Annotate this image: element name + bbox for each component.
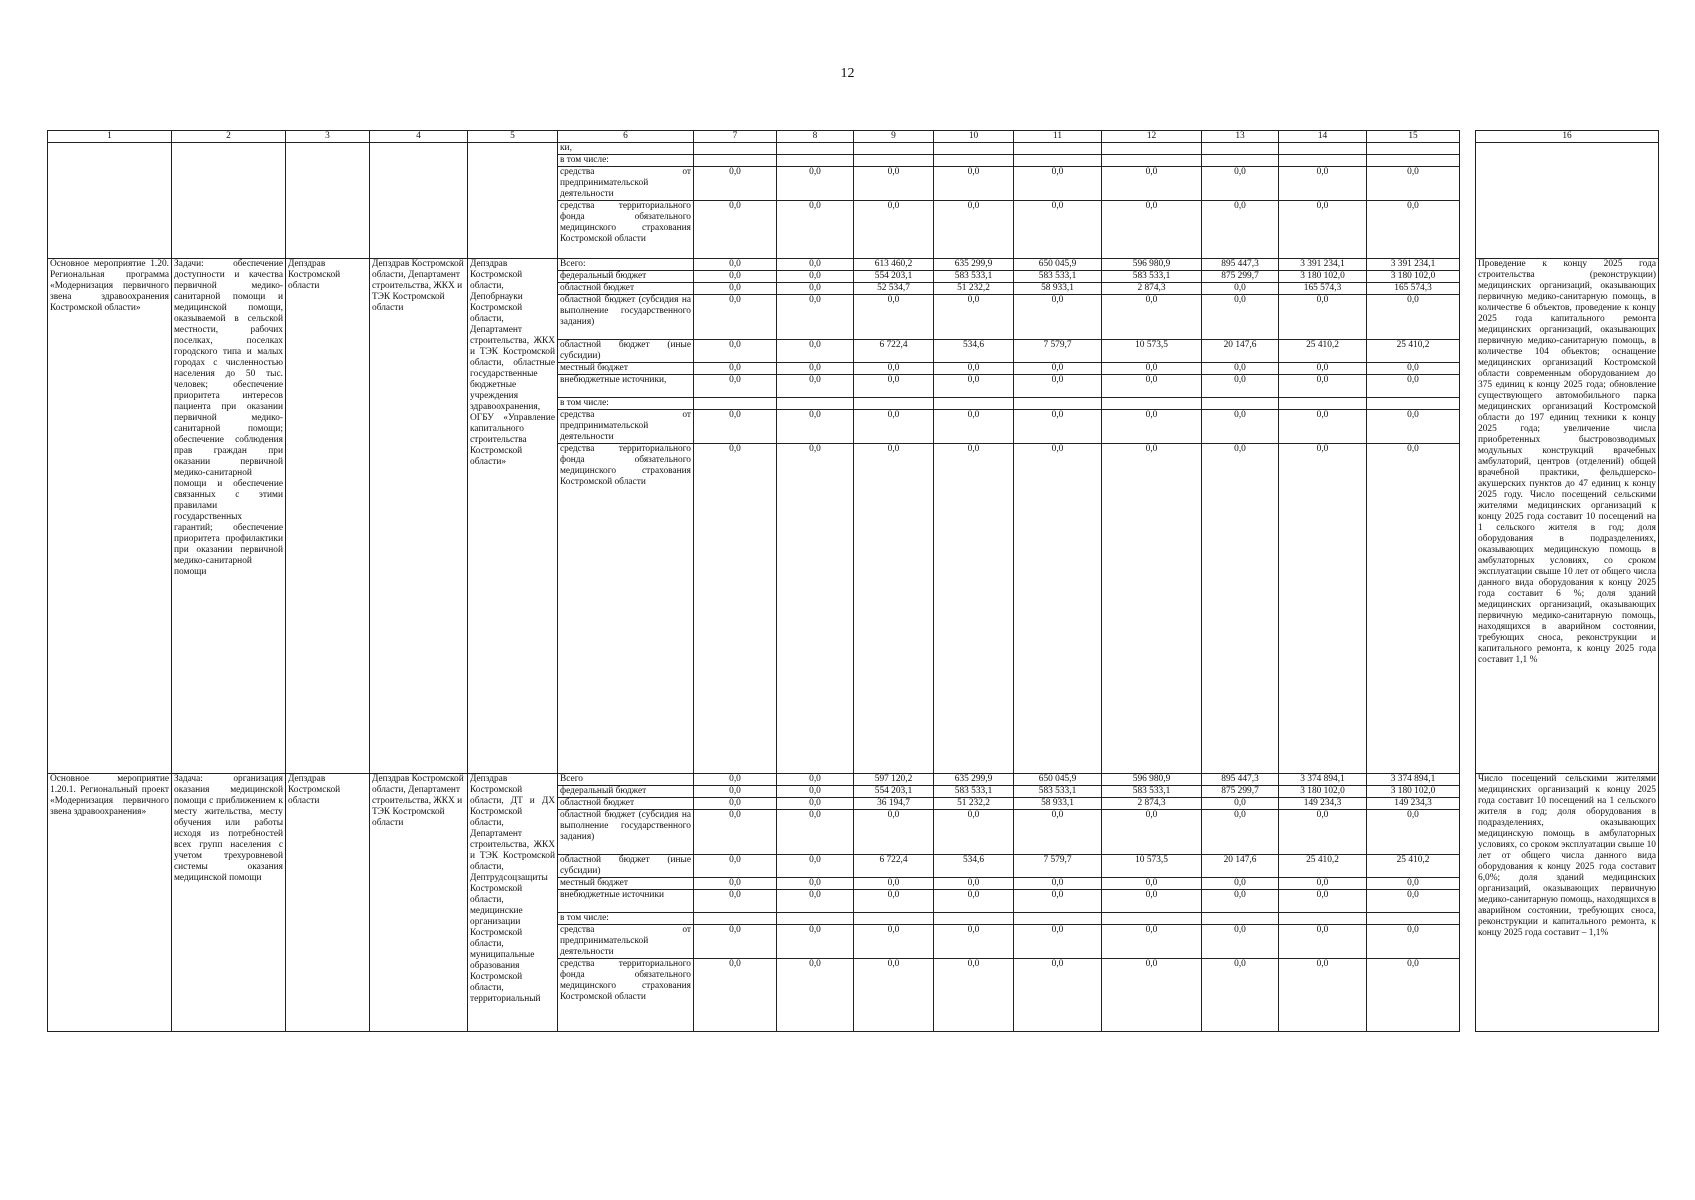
- amount-cell: [1014, 398, 1102, 410]
- amount-cell: 0,0: [1014, 410, 1102, 444]
- column-number-5: 5: [468, 131, 558, 143]
- funding-source-label: внебюджетные источники: [558, 890, 694, 913]
- amount-cell: 583 533,1: [1102, 271, 1202, 283]
- amount-cell: 2 874,3: [1102, 798, 1202, 810]
- expected-results-cell: Число посещений сельскими жителями медицинских организаций к концу 2025 года составит 10 посещений на 1 сельского жителя в год; доля оборудования в подразделениях, оказывающих медицинскую помощь в амбулаторных условиях, со сроком эксплуатации свыше 10 лет от общего числа данного вида оборудования к концу 2025 года составит 6,0%; доля зданий медицинских организаций, оказывающих первичную медико-санитарную помощь, находящихся в аварийном состоянии, требующих сноса, реконструкции и капитального ремонта, к концу 2025 года составит – 1,1%: [1476, 774, 1659, 1032]
- amount-cell: 0,0: [1102, 878, 1202, 890]
- gap-cell: [1460, 131, 1476, 143]
- amount-cell: 0,0: [777, 283, 854, 295]
- amount-cell: 0,0: [777, 878, 854, 890]
- table-row: [48, 774, 1659, 786]
- amount-cell: 0,0: [1202, 375, 1279, 398]
- amount-cell: 0,0: [777, 259, 854, 271]
- amount-cell: 0,0: [1102, 444, 1202, 774]
- gap-cell: [1460, 774, 1476, 1032]
- amount-cell: 0,0: [694, 375, 777, 398]
- amount-cell: 596 980,9: [1102, 774, 1202, 786]
- amount-cell: 875 299,7: [1202, 786, 1279, 798]
- amount-cell: 0,0: [777, 810, 854, 855]
- amount-cell: 0,0: [934, 167, 1014, 201]
- column-number-1: 1: [48, 131, 172, 143]
- amount-cell: 583 533,1: [1014, 271, 1102, 283]
- amount-cell: 2 874,3: [1102, 283, 1202, 295]
- amount-cell: 0,0: [1279, 201, 1367, 259]
- amount-cell: 0,0: [934, 410, 1014, 444]
- amount-cell: 0,0: [694, 959, 777, 1032]
- amount-cell: [854, 913, 934, 925]
- amount-cell: 0,0: [1202, 878, 1279, 890]
- amount-cell: 613 460,2: [854, 259, 934, 271]
- amount-cell: 0,0: [854, 201, 934, 259]
- amount-cell: 0,0: [1279, 444, 1367, 774]
- amount-cell: 0,0: [1102, 810, 1202, 855]
- amount-cell: 583 533,1: [934, 271, 1014, 283]
- amount-cell: 0,0: [1102, 410, 1202, 444]
- amount-cell: 149 234,3: [1279, 798, 1367, 810]
- amount-cell: 0,0: [1102, 959, 1202, 1032]
- continuation-empty-cell: [286, 143, 370, 259]
- amount-cell: 0,0: [934, 363, 1014, 375]
- amount-cell: 0,0: [1014, 201, 1102, 259]
- amount-cell: 0,0: [1014, 890, 1102, 913]
- amount-cell: 0,0: [694, 271, 777, 283]
- amount-cell: 0,0: [777, 375, 854, 398]
- amount-cell: 0,0: [1102, 295, 1202, 340]
- amount-cell: 0,0: [777, 444, 854, 774]
- amount-cell: 0,0: [1279, 167, 1367, 201]
- amount-cell: 0,0: [777, 925, 854, 959]
- budget-table: [47, 130, 1659, 1032]
- amount-cell: 0,0: [777, 340, 854, 363]
- column-number-4: 4: [370, 131, 468, 143]
- tasks-cell: Задачи: обеспечение доступности и качества первичной медико-санитарной помощи и медицинской помощи, оказываемой в сельской местности, рабочих поселках, поселках городского типа и малых городах с численностью населения до 50 тыс. человек; обеспечение приоритета интересов пациента при оказании первичной медико-санитарной помощи; обеспечение соблюдения прав граждан при оказании первичной медико-санитарной помощи и обеспечение связанных с этими правилами государственных гарантий; обеспечение приоритета профилактики при оказании первичной медико-санитарной помощи: [172, 259, 286, 774]
- amount-cell: 0,0: [854, 959, 934, 1032]
- amount-cell: [934, 155, 1014, 167]
- amount-cell: 0,0: [1202, 810, 1279, 855]
- amount-cell: 3 391 234,1: [1279, 259, 1367, 271]
- continuation-results-cell: [1476, 143, 1659, 259]
- table-row: [48, 143, 1659, 155]
- amount-cell: 583 533,1: [934, 786, 1014, 798]
- amount-cell: 0,0: [777, 271, 854, 283]
- amount-cell: 36 194,7: [854, 798, 934, 810]
- amount-cell: 0,0: [1367, 925, 1460, 959]
- amount-cell: 0,0: [1367, 410, 1460, 444]
- funding-source-label: средства территориального фонда обязательного медицинского страхования Костромской области: [558, 959, 694, 1032]
- amount-cell: 0,0: [777, 959, 854, 1032]
- funding-source-label: областной бюджет (субсидия на выполнение государственного задания): [558, 295, 694, 340]
- funding-source-label: в том числе:: [558, 913, 694, 925]
- amount-cell: 0,0: [1102, 375, 1202, 398]
- funding-source-label: областной бюджет (иные субсидии): [558, 855, 694, 878]
- amount-cell: 149 234,3: [1367, 798, 1460, 810]
- amount-cell: 0,0: [1014, 167, 1102, 201]
- activity-name-cell: Основное мероприятие 1.20.1. Региональный проект «Модернизация первичного звена здравоохранения»: [48, 774, 172, 1032]
- gap-cell: [1460, 143, 1476, 259]
- amount-cell: 25 410,2: [1279, 855, 1367, 878]
- amount-cell: 0,0: [1102, 890, 1202, 913]
- amount-cell: 0,0: [777, 201, 854, 259]
- amount-cell: 0,0: [1202, 444, 1279, 774]
- amount-cell: 0,0: [1102, 201, 1202, 259]
- amount-cell: 7 579,7: [1014, 855, 1102, 878]
- amount-cell: [1014, 913, 1102, 925]
- column-number-9: 9: [854, 131, 934, 143]
- amount-cell: 635 299,9: [934, 774, 1014, 786]
- column-number-2: 2: [172, 131, 286, 143]
- amount-cell: [1014, 143, 1102, 155]
- amount-cell: 0,0: [934, 925, 1014, 959]
- amount-cell: [777, 913, 854, 925]
- amount-cell: 0,0: [934, 375, 1014, 398]
- amount-cell: 0,0: [1202, 410, 1279, 444]
- continuation-empty-cell: [172, 143, 286, 259]
- amount-cell: 0,0: [1014, 375, 1102, 398]
- amount-cell: [1102, 155, 1202, 167]
- amount-cell: [777, 398, 854, 410]
- continuation-empty-cell: [48, 143, 172, 259]
- amount-cell: 0,0: [694, 283, 777, 295]
- amount-cell: 0,0: [1279, 375, 1367, 398]
- amount-cell: 7 579,7: [1014, 340, 1102, 363]
- amount-cell: 0,0: [694, 259, 777, 271]
- amount-cell: 3 180 102,0: [1279, 271, 1367, 283]
- amount-cell: [1202, 913, 1279, 925]
- amount-cell: 0,0: [777, 786, 854, 798]
- amount-cell: 0,0: [854, 890, 934, 913]
- amount-cell: 895 447,3: [1202, 259, 1279, 271]
- amount-cell: 0,0: [777, 363, 854, 375]
- amount-cell: [694, 143, 777, 155]
- amount-cell: 0,0: [934, 810, 1014, 855]
- funding-source-label: средства от предпринимательской деятельности: [558, 167, 694, 201]
- amount-cell: 0,0: [854, 444, 934, 774]
- column-number-3: 3: [286, 131, 370, 143]
- amount-cell: 0,0: [777, 774, 854, 786]
- column-number-12: 12: [1102, 131, 1202, 143]
- table-row: [48, 259, 1659, 271]
- amount-cell: [934, 913, 1014, 925]
- amount-cell: 0,0: [1279, 878, 1367, 890]
- amount-cell: 0,0: [777, 890, 854, 913]
- column-number-row: [48, 131, 1659, 143]
- amount-cell: 51 232,2: [934, 798, 1014, 810]
- amount-cell: 0,0: [1367, 444, 1460, 774]
- amount-cell: 0,0: [1279, 410, 1367, 444]
- funding-source-label: местный бюджет: [558, 363, 694, 375]
- funding-source-label: средства от предпринимательской деятельности: [558, 410, 694, 444]
- amount-cell: 0,0: [694, 363, 777, 375]
- expected-results-cell: Проведение к концу 2025 года строительства (реконструкции) медицинских организаций, оказывающих первичную медико-санитарную помощь, в количестве 6 объектов, проведение к концу 2025 года капитального ремонта медицинских организаций, оказывающих первичную медико-санитарную помощь, в количестве 104 объектов; оснащение медицинских организаций Костромской области современным оборудованием до 375 единиц к концу 2025 года; обновление существующего автомобильного парка медицинских организаций Костромской области до 197 единиц техники к концу 2025 года; увеличение числа приобретенных быстровозводимых модульных конструкций врачебных амбулаторий, центров (отделений) общей врачебной практики, фельдшерско-акушерских пунктов до 47 единиц к концу 2025 году. Число посещений сельскими жителями медицинских организаций к концу 2025 года составит 10 посещений на 1 сельского жителя в год; доля оборудования в подразделениях, оказывающих медицинскую помощь в амбулаторных условиях, со сроком эксплуатации свыше 10 лет от общего числа данного вида оборудования к концу 2025 года составит 6 %; доля зданий медицинских организаций, оказывающих первичную медико-санитарную помощь, находящихся в аварийном состоянии, требующих сноса, реконструкции и капитального ремонта, к концу 2025 года составит 1,1 %: [1476, 259, 1659, 774]
- amount-cell: [1102, 398, 1202, 410]
- amount-cell: 554 203,1: [854, 271, 934, 283]
- amount-cell: 0,0: [1279, 959, 1367, 1032]
- amount-cell: 0,0: [694, 410, 777, 444]
- co-executors-cell: Депздрав Костромской области, Департамент строительства, ЖКХ и ТЭК Костромской области: [370, 774, 468, 1032]
- participants-cell: Депздрав Костромской области, ДТ и ДХ Костромской области, Департамент строительства, ЖКХ и ТЭК Костромской области, Дептрудсоцзащиты Костромской области, медицинские организации Костромской области, муниципальные образования Костромской области, территориальный: [468, 774, 558, 1032]
- amount-cell: 583 533,1: [1102, 786, 1202, 798]
- amount-cell: 875 299,7: [1202, 271, 1279, 283]
- amount-cell: [1102, 913, 1202, 925]
- amount-cell: 0,0: [1367, 959, 1460, 1032]
- amount-cell: [1202, 143, 1279, 155]
- amount-cell: 0,0: [854, 363, 934, 375]
- amount-cell: 20 147,6: [1202, 855, 1279, 878]
- funding-source-label: федеральный бюджет: [558, 271, 694, 283]
- column-number-7: 7: [694, 131, 777, 143]
- amount-cell: [854, 143, 934, 155]
- funding-source-label: Всего:: [558, 259, 694, 271]
- amount-cell: 0,0: [694, 774, 777, 786]
- amount-cell: 0,0: [694, 810, 777, 855]
- amount-cell: [854, 155, 934, 167]
- amount-cell: 0,0: [1014, 444, 1102, 774]
- amount-cell: 0,0: [1367, 201, 1460, 259]
- amount-cell: 0,0: [1014, 810, 1102, 855]
- amount-cell: 0,0: [854, 167, 934, 201]
- amount-cell: 165 574,3: [1279, 283, 1367, 295]
- amount-cell: 0,0: [694, 201, 777, 259]
- amount-cell: 10 573,5: [1102, 855, 1202, 878]
- amount-cell: 0,0: [1279, 925, 1367, 959]
- activity-name-cell: Основное мероприятие 1.20. Региональная программа «Модернизация первичного звена здравоохранения Костромской области»: [48, 259, 172, 774]
- amount-cell: 0,0: [777, 295, 854, 340]
- amount-cell: [1367, 398, 1460, 410]
- amount-cell: 0,0: [1202, 201, 1279, 259]
- amount-cell: 6 722,4: [854, 340, 934, 363]
- amount-cell: 0,0: [1202, 890, 1279, 913]
- amount-cell: 534,6: [934, 855, 1014, 878]
- amount-cell: 0,0: [1202, 925, 1279, 959]
- column-number-14: 14: [1279, 131, 1367, 143]
- funding-source-label: федеральный бюджет: [558, 786, 694, 798]
- amount-cell: 0,0: [694, 925, 777, 959]
- amount-cell: 0,0: [1202, 363, 1279, 375]
- amount-cell: 52 534,7: [854, 283, 934, 295]
- amount-cell: 0,0: [1014, 959, 1102, 1032]
- amount-cell: 596 980,9: [1102, 259, 1202, 271]
- amount-cell: 0,0: [694, 890, 777, 913]
- amount-cell: 0,0: [1102, 925, 1202, 959]
- funding-source-label: внебюджетные источники,: [558, 375, 694, 398]
- amount-cell: [1014, 155, 1102, 167]
- amount-cell: 0,0: [934, 890, 1014, 913]
- amount-cell: 0,0: [694, 786, 777, 798]
- amount-cell: 583 533,1: [1014, 786, 1102, 798]
- column-number-6: 6: [558, 131, 694, 143]
- amount-cell: 0,0: [1202, 167, 1279, 201]
- funding-source-label: в том числе:: [558, 398, 694, 410]
- amount-cell: [1202, 155, 1279, 167]
- amount-cell: 0,0: [777, 410, 854, 444]
- responsible-executor-cell: Депздрав Костромской области: [286, 774, 370, 1032]
- column-number-13: 13: [1202, 131, 1279, 143]
- amount-cell: 0,0: [1367, 167, 1460, 201]
- amount-cell: 650 045,9: [1014, 259, 1102, 271]
- amount-cell: [1279, 143, 1367, 155]
- amount-cell: 0,0: [934, 201, 1014, 259]
- amount-cell: 597 120,2: [854, 774, 934, 786]
- amount-cell: 0,0: [854, 375, 934, 398]
- amount-cell: 0,0: [1202, 295, 1279, 340]
- amount-cell: [694, 913, 777, 925]
- funding-source-label: областной бюджет: [558, 283, 694, 295]
- funding-source-label: Всего: [558, 774, 694, 786]
- amount-cell: 0,0: [777, 855, 854, 878]
- amount-cell: 0,0: [694, 444, 777, 774]
- amount-cell: 3 374 894,1: [1279, 774, 1367, 786]
- amount-cell: 0,0: [1367, 375, 1460, 398]
- amount-cell: 10 573,5: [1102, 340, 1202, 363]
- amount-cell: 58 933,1: [1014, 798, 1102, 810]
- amount-cell: [1367, 913, 1460, 925]
- funding-source-label: областной бюджет (субсидия на выполнение государственного задания): [558, 810, 694, 855]
- funding-source-label: средства территориального фонда обязательного медицинского страхования Костромской области: [558, 201, 694, 259]
- amount-cell: 0,0: [1367, 295, 1460, 340]
- amount-cell: 165 574,3: [1367, 283, 1460, 295]
- funding-source-label: средства территориального фонда обязательного медицинского страхования Костромской области: [558, 444, 694, 774]
- amount-cell: 20 147,6: [1202, 340, 1279, 363]
- amount-cell: [1279, 155, 1367, 167]
- amount-cell: 3 374 894,1: [1367, 774, 1460, 786]
- participants-cell: Депздрав Костромской области, Депобрнауки Костромской области, Департамент строительства, ЖКХ и ТЭК Костромской области, областные государственные бюджетные учреждения здравоохранения, ОГБУ «Управление капитального строительства Костромской области»: [468, 259, 558, 774]
- amount-cell: [1102, 143, 1202, 155]
- amount-cell: 0,0: [1367, 878, 1460, 890]
- funding-source-label: областной бюджет (иные субсидии): [558, 340, 694, 363]
- amount-cell: 58 933,1: [1014, 283, 1102, 295]
- amount-cell: 0,0: [854, 410, 934, 444]
- continuation-empty-cell: [468, 143, 558, 259]
- amount-cell: 0,0: [854, 878, 934, 890]
- amount-cell: 534,6: [934, 340, 1014, 363]
- amount-cell: 895 447,3: [1202, 774, 1279, 786]
- amount-cell: 3 180 102,0: [1367, 271, 1460, 283]
- amount-cell: [1367, 155, 1460, 167]
- amount-cell: 3 180 102,0: [1367, 786, 1460, 798]
- amount-cell: [934, 143, 1014, 155]
- amount-cell: 0,0: [777, 167, 854, 201]
- amount-cell: 25 410,2: [1367, 855, 1460, 878]
- column-number-15: 15: [1367, 131, 1460, 143]
- column-number-16: 16: [1476, 131, 1659, 143]
- amount-cell: 0,0: [694, 340, 777, 363]
- amount-cell: 25 410,2: [1367, 340, 1460, 363]
- co-executors-cell: Депздрав Костромской области, Департамент строительства, ЖКХ и ТЭК Костромской области: [370, 259, 468, 774]
- funding-source-label: в том числе:: [558, 155, 694, 167]
- tasks-cell: Задача: организация оказания медицинской помощи с приближением к месту жительства, месту обучения или работы исходя из потребностей всех групп населения с учетом трехуровневой системы оказания медицинской помощи: [172, 774, 286, 1032]
- amount-cell: 0,0: [1367, 363, 1460, 375]
- funding-source-label: средства от предпринимательской деятельности: [558, 925, 694, 959]
- amount-cell: 0,0: [1202, 798, 1279, 810]
- amount-cell: 0,0: [1279, 890, 1367, 913]
- amount-cell: 0,0: [854, 295, 934, 340]
- amount-cell: 0,0: [1202, 283, 1279, 295]
- amount-cell: [1367, 143, 1460, 155]
- amount-cell: 25 410,2: [1279, 340, 1367, 363]
- amount-cell: 0,0: [1014, 925, 1102, 959]
- amount-cell: [694, 155, 777, 167]
- amount-cell: 0,0: [934, 295, 1014, 340]
- amount-cell: [694, 398, 777, 410]
- responsible-executor-cell: Депздрав Костромской области: [286, 259, 370, 774]
- amount-cell: 6 722,4: [854, 855, 934, 878]
- continuation-empty-cell: [370, 143, 468, 259]
- amount-cell: 0,0: [1279, 295, 1367, 340]
- amount-cell: 0,0: [934, 878, 1014, 890]
- amount-cell: [1279, 913, 1367, 925]
- amount-cell: 51 232,2: [934, 283, 1014, 295]
- amount-cell: 0,0: [934, 959, 1014, 1032]
- amount-cell: [1202, 398, 1279, 410]
- column-number-11: 11: [1014, 131, 1102, 143]
- amount-cell: 0,0: [1279, 363, 1367, 375]
- amount-cell: 0,0: [854, 925, 934, 959]
- amount-cell: 0,0: [694, 798, 777, 810]
- column-number-8: 8: [777, 131, 854, 143]
- amount-cell: 0,0: [777, 798, 854, 810]
- amount-cell: 0,0: [1014, 878, 1102, 890]
- amount-cell: 3 391 234,1: [1367, 259, 1460, 271]
- amount-cell: 0,0: [1367, 810, 1460, 855]
- amount-cell: 0,0: [854, 810, 934, 855]
- amount-cell: [934, 398, 1014, 410]
- amount-cell: 0,0: [694, 295, 777, 340]
- amount-cell: [854, 398, 934, 410]
- funding-source-label: областной бюджет: [558, 798, 694, 810]
- amount-cell: 0,0: [1014, 295, 1102, 340]
- amount-cell: 554 203,1: [854, 786, 934, 798]
- amount-cell: 0,0: [1014, 363, 1102, 375]
- amount-cell: [1279, 398, 1367, 410]
- amount-cell: 650 045,9: [1014, 774, 1102, 786]
- amount-cell: [777, 155, 854, 167]
- amount-cell: 0,0: [694, 878, 777, 890]
- amount-cell: 0,0: [694, 855, 777, 878]
- amount-cell: 0,0: [934, 444, 1014, 774]
- amount-cell: 635 299,9: [934, 259, 1014, 271]
- amount-cell: 0,0: [1367, 890, 1460, 913]
- funding-source-label: местный бюджет: [558, 878, 694, 890]
- amount-cell: 0,0: [1102, 363, 1202, 375]
- amount-cell: 0,0: [1279, 810, 1367, 855]
- amount-cell: [777, 143, 854, 155]
- amount-cell: 0,0: [1202, 959, 1279, 1032]
- amount-cell: 0,0: [1102, 167, 1202, 201]
- page-number: 12: [840, 66, 855, 81]
- gap-cell: [1460, 259, 1476, 774]
- column-number-10: 10: [934, 131, 1014, 143]
- amount-cell: 3 180 102,0: [1279, 786, 1367, 798]
- amount-cell: 0,0: [694, 167, 777, 201]
- funding-source-label: ки,: [558, 143, 694, 155]
